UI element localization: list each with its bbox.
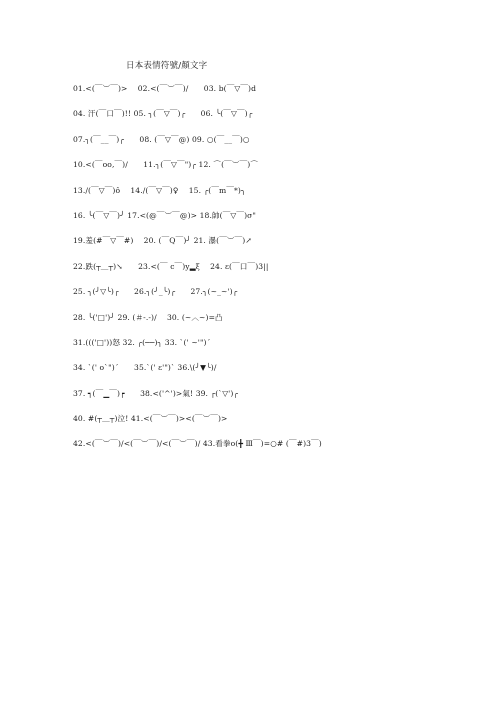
emoticon-line-14: 40. #(┬＿┬)泣! 41.<(￣︶￣)><(￣︶￣)> [73, 414, 228, 424]
emoticon-line-7: 19.羞(#￣▽￣#) 20. (￣Q￣)╯ 21. 瀑(￣︶￣)↗ [73, 236, 252, 246]
emoticon-line-2: 04. 汗(￣口￣)!! 05. ╮(￣▽￣)╭ 06. ╰(￣▽￣)╭ [73, 109, 253, 119]
emoticon-line-6: 16. ╰(￣▽￣)╯ 17.<(@￣︶￣@)> 18.帥(￣▽￣)σ" [73, 210, 257, 220]
emoticon-line-9: 25. ╮(╯▽╰)╭ 26.╮(╯_╰)╭ 27.╮(~_~')╭ [73, 287, 238, 297]
emoticon-line-1: 01.<(￣︶￣)> 02.<(￣︶￣)/ 03. b(￣▽￣)d [73, 84, 257, 93]
emoticon-list [73, 83, 483, 464]
emoticon-line-15: 42.<(￣︶￣)/<(￣︶￣)/<(￣︶￣)/ 43.看拳o(╋ Ⅲ￣)=○# (￣#)3￣) [73, 439, 322, 449]
emoticon-line-8: 22.跌(┬＿┬)↘ 23.<(￣ c￣)y▂ξ 24. ε(￣口￣)3|| [73, 261, 269, 271]
emoticon-line-10: 28. ╰('□')╯ 29. (＃-.-)/ 30. (~︿~)=凸 [73, 312, 223, 322]
emoticon-line-13: 37. ┑(￣▁￣)┍ 38.<('^')>氣! 39. ┌(`▽')╭ [73, 388, 239, 398]
emoticon-line-4: 10.<(￣oo,￣)/ 11.╮(￣▽￣")╭ 12. ⌒(￣︶￣)⌒ [73, 160, 259, 170]
emoticon-line-3: 07.╮(￣__￣)╭ 08. (￣▽￣@) 09. ○(￣__￣)○ [73, 134, 250, 144]
emoticon-line-11: 31.((('□'))怒 32. ╭(──)╮ 33. `(' ~'")´ [73, 337, 211, 347]
emoticon-line-12: 34. `(' o`")´ 35.`(' ε'")` 36.\(╯▼╰)/ [73, 363, 217, 373]
document-title: 日本表情符號/顏文字 [126, 61, 208, 71]
emoticon-line-5: 13./(￣▽￣)ô 14./(￣▽￣)♀ 15. ╭(￣m￣*)╮ [73, 185, 246, 195]
